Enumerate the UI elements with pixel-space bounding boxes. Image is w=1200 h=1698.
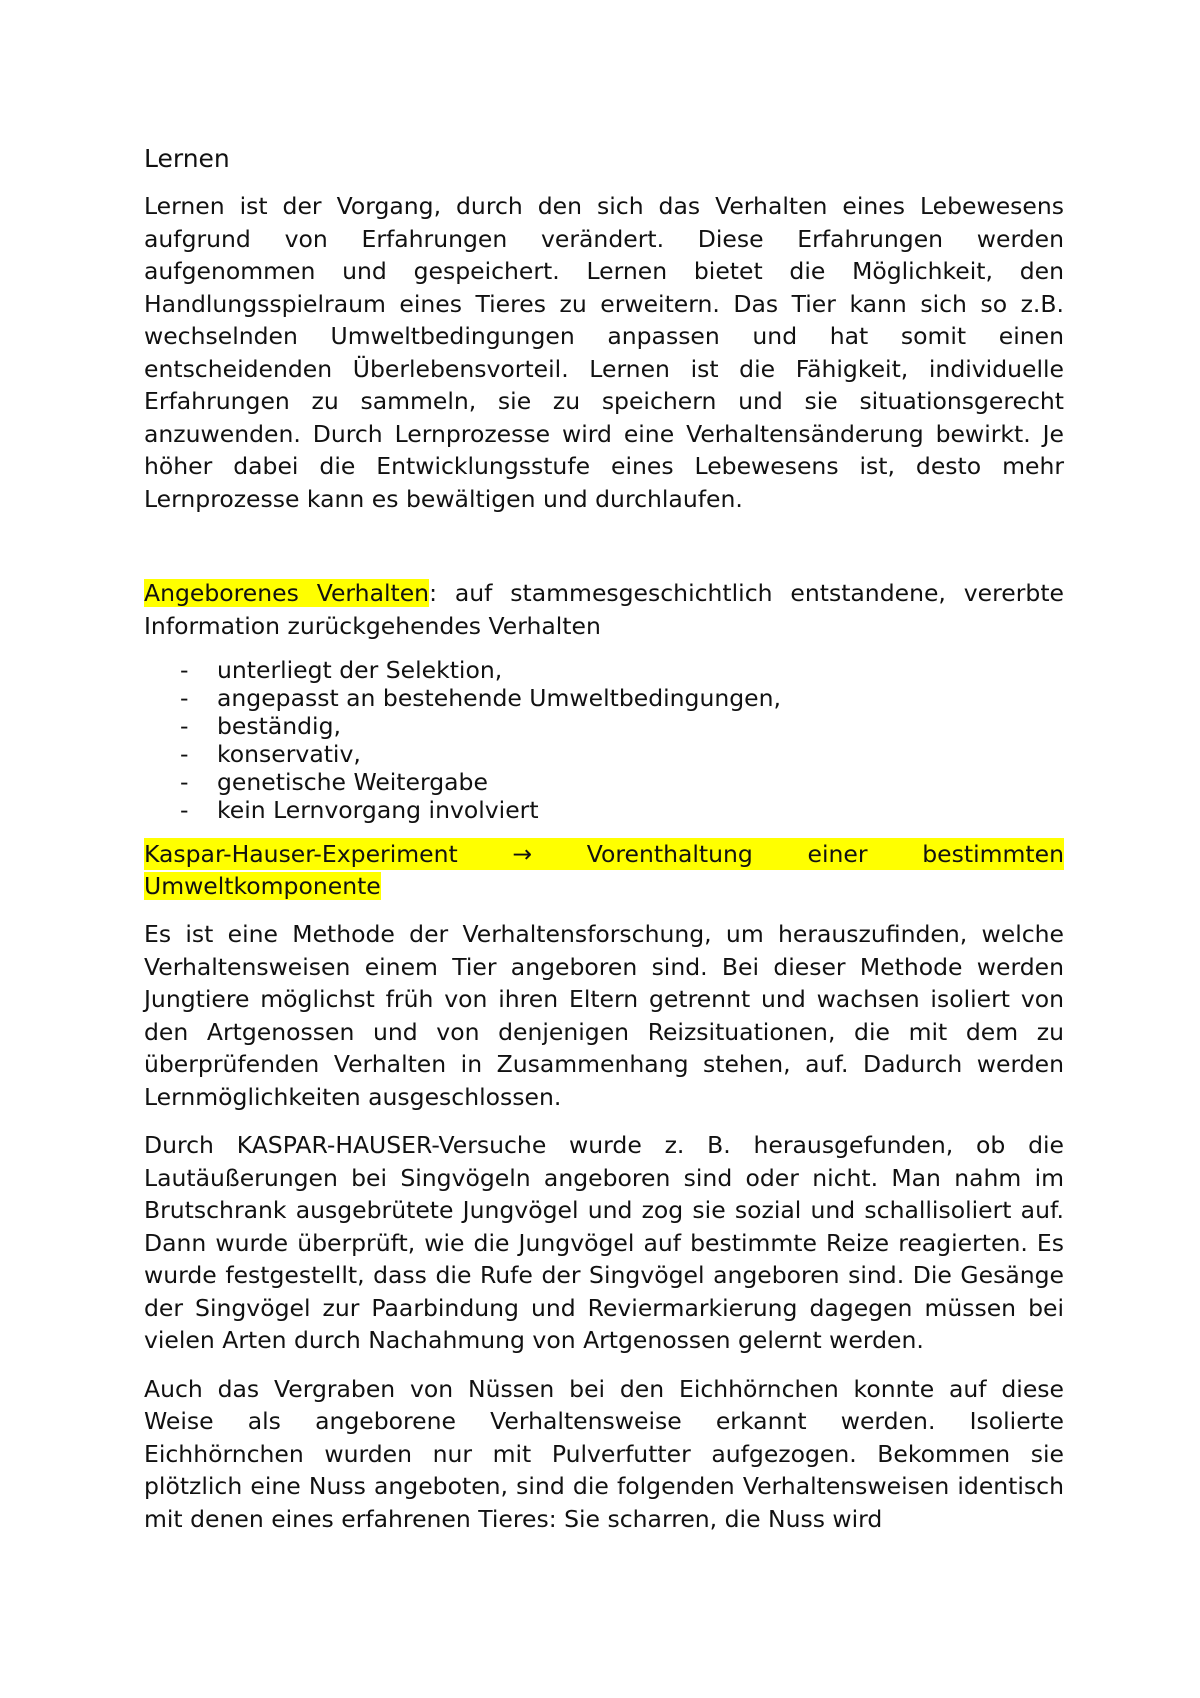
kaspar-hauser-heading: [144, 838, 1064, 902]
list-item-text: angepasst an bestehende Umweltbedingungen,: [217, 684, 781, 712]
bullet-dash: -: [180, 684, 189, 712]
document-title: Lernen: [144, 144, 230, 173]
innate-properties-list: [144, 656, 1064, 824]
list-item-text: beständig,: [217, 712, 341, 740]
list-item-text: kein Lernvorgang involviert: [217, 796, 539, 824]
kaspar-heading-word: Kaspar-Hauser-Experiment: [144, 840, 458, 868]
list-item-text: unterliegt der Selektion,: [217, 656, 503, 684]
kaspar-heading-word: Umweltkomponente: [144, 872, 381, 900]
bullet-dash: -: [180, 656, 189, 684]
list-item: [180, 684, 1064, 712]
arrow-icon: →: [512, 840, 533, 868]
innate-definition: [144, 577, 1064, 642]
kaspar-heading-word: bestimmten: [922, 840, 1064, 868]
bullet-dash: -: [180, 768, 189, 796]
list-item: [180, 656, 1064, 684]
innate-definition-text: : auf stammesgeschichtlich entstandene, vererbte Information zurückgehendes Verhalten: [144, 579, 1064, 640]
body-paragraph: Es ist eine Methode der Verhaltensforschung, um herauszufinden, welche Verhaltensweisen einem Tier angeboren sind. Bei dieser Methode werden Jungtiere möglichst früh von ihren Eltern getrennt und wachsen isoliert von den Artgenossen und von denjenigen Reizsituationen, die mit dem zu überprüfenden Verhalten in Zusammenhang stehen, auf. Dadurch werden Lernmöglichkeiten ausgeschlossen.: [144, 920, 1064, 1111]
innate-term-highlight: Angeborenes Verhalten: [144, 579, 430, 607]
list-item-text: konservativ,: [217, 740, 361, 768]
bullet-dash: -: [180, 740, 189, 768]
bullet-dash: -: [180, 796, 189, 824]
kaspar-heading-word: Vorenthaltung: [586, 840, 753, 868]
body-paragraph: Durch KASPAR-HAUSER-Versuche wurde z. B. herausgefunden, ob die Lautäußerungen bei Singvögeln angeboren sind oder nicht. Man nahm im Brutschrank ausgebrütete Jungvögel und zog sie sozial und schallisoliert auf. Dann wurde überprüft, wie die Jungvögel auf bestimmte Reize reagierten. Es wurde festgestellt, dass die Rufe der Singvögel angeboren sind. Die Gesänge der Singvögel zur Paarbindung und Reviermarkierung dagegen müssen bei vielen Arten durch Nachahmung von Artgenossen gelernt werden.: [144, 1131, 1064, 1354]
list-item-text: genetische Weitergabe: [217, 768, 488, 796]
kaspar-heading-word: einer: [807, 840, 868, 868]
bullet-dash: -: [180, 712, 189, 740]
kaspar-heading-line: [144, 838, 1064, 870]
list-item: [180, 740, 1064, 768]
list-item: [180, 712, 1064, 740]
intro-paragraph: Lernen ist der Vorgang, durch den sich das Verhalten eines Lebewesens aufgrund von Erfahrungen verändert. Diese Erfahrungen werden aufgenommen und gespeichert. Lernen bietet die Möglichkeit, den Handlungsspielraum eines Tieres zu erweitern. Das Tier kann sich so z.B. wechselnden Umweltbedingungen anpassen und hat somit einen entscheidenden Überlebensvorteil. Lernen ist die Fähigkeit, individuelle Erfahrungen zu sammeln, sie zu speichern und sie situationsgerecht anzuwenden. Durch Lernprozesse wird eine Verhaltensänderung bewirkt. Je höher dabei die Entwicklungsstufe eines Lebewesens ist, desto mehr Lernprozesse kann es bewältigen und durchlaufen.: [144, 192, 1064, 513]
body-paragraph: Auch das Vergraben von Nüssen bei den Eichhörnchen konnte auf diese Weise als angeborene Verhaltensweise erkannt werden. Isolierte Eichhörnchen wurden nur mit Pulverfutter aufgezogen. Bekommen sie plötzlich eine Nuss angeboten, sind die folgenden Verhaltensweisen identisch mit denen eines erfahrenen Tieres: Sie scharren, die Nuss wird: [144, 1374, 1064, 1533]
list-item: [180, 768, 1064, 796]
list-item: [180, 796, 1064, 824]
kaspar-heading-line: [144, 870, 1064, 902]
